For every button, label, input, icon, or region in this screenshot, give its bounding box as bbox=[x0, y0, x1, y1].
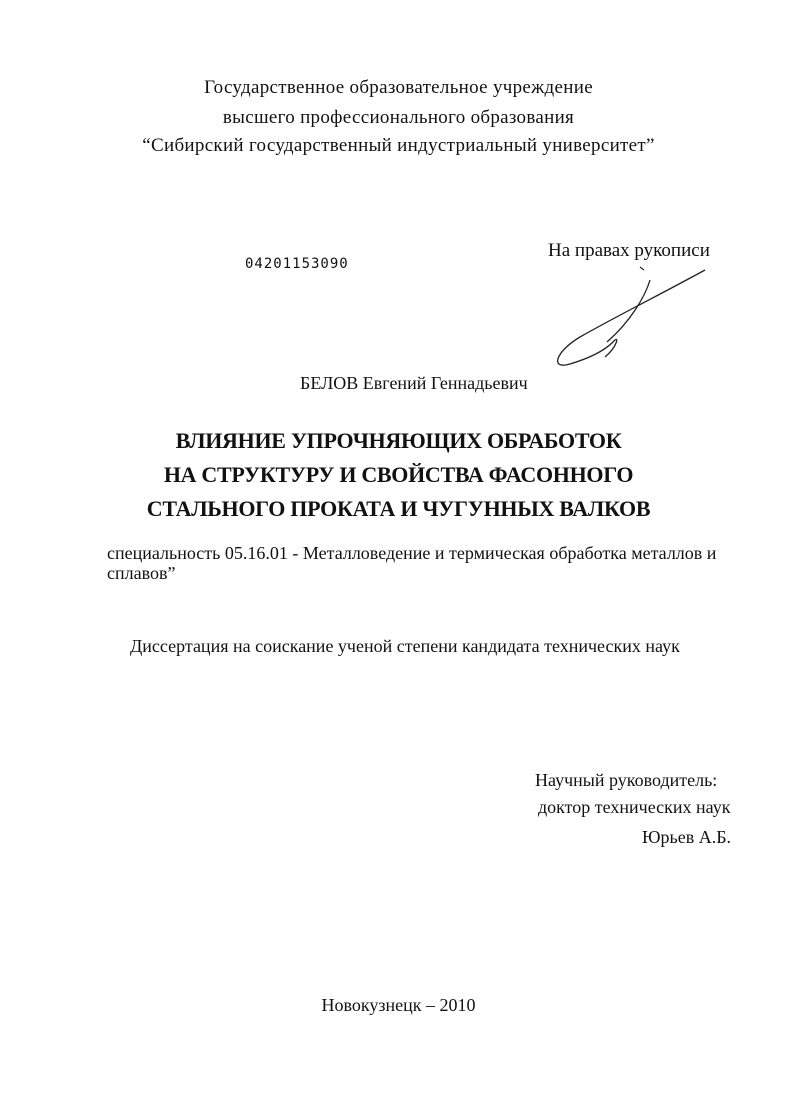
handwritten-signature bbox=[545, 262, 720, 377]
institution-line-2: высшего профессионального образования bbox=[222, 107, 575, 128]
specialty-text: специальность 05.16.01 - Металловедение и термическая обработка металлов и сплавов” bbox=[107, 543, 717, 583]
thesis-title-line-3: СТАЛЬНОГО ПРОКАТА И ЧУГУННЫХ ВАЛКОВ bbox=[146, 496, 651, 521]
institution-line-3: “Сибирский государственный индустриальный университет” bbox=[142, 135, 655, 156]
author-name: БЕЛОВ Евгений Геннадьевич bbox=[300, 373, 528, 393]
supervisor-label: Научный руководитель: bbox=[535, 770, 718, 790]
supervisor-degree: доктор технических наук bbox=[538, 797, 731, 817]
registration-number: 04201153090 bbox=[245, 256, 349, 272]
supervisor-name: Юрьев А.Б. bbox=[642, 827, 732, 847]
city-year: Новокузнецк – 2010 bbox=[321, 995, 476, 1015]
manuscript-rights-label: На правах рукописи bbox=[548, 240, 710, 261]
degree-statement: Диссертация на соискание ученой степени кандидата технических наук bbox=[130, 636, 680, 656]
thesis-title-line-1: ВЛИЯНИЕ УПРОЧНЯЮЩИХ ОБРАБОТОК bbox=[175, 428, 622, 453]
thesis-title-line-2: НА СТРУКТУРУ И СВОЙСТВА ФАСОННОГО bbox=[163, 462, 634, 487]
institution-line-1: Государственное образовательное учреждение bbox=[204, 77, 593, 98]
